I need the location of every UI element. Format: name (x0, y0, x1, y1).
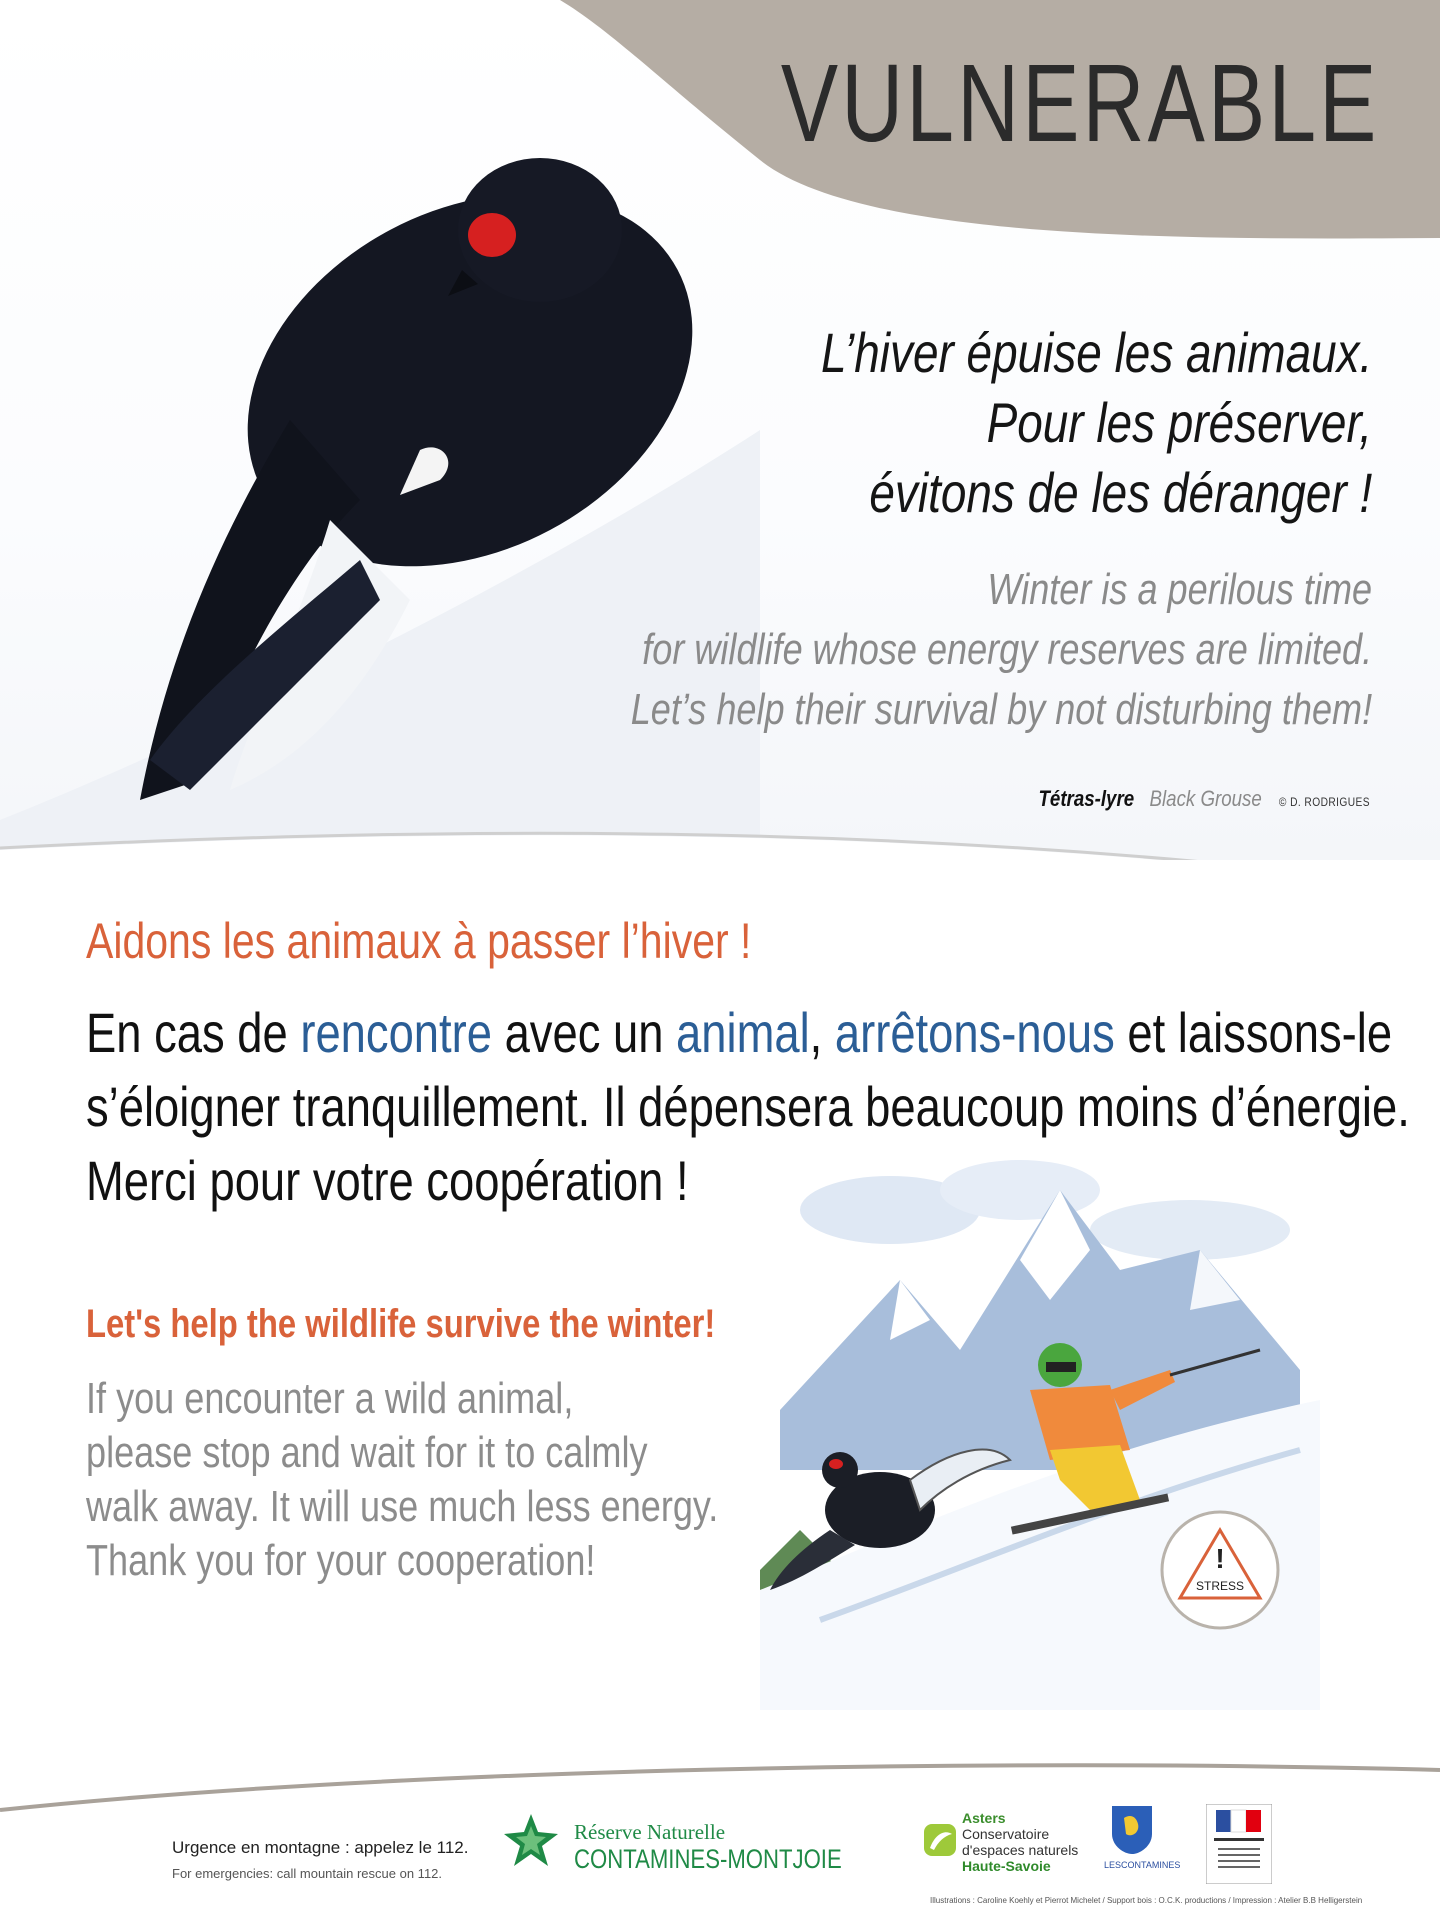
en-body-line-3: walk away. It will use much less energy. (86, 1482, 719, 1531)
reserve-naturelle-logo (502, 1812, 560, 1870)
en-body-line-2: please stop and wait for it to calmly (86, 1428, 648, 1477)
poster-title: VULNERABLE (781, 42, 1380, 165)
fr-lead-line-3: évitons de les déranger ! (869, 461, 1372, 524)
stress-label: STRESS (1195, 1579, 1245, 1593)
skier-illustration (760, 1150, 1320, 1710)
en-body-line-4: Thank you for your cooperation! (86, 1536, 596, 1585)
fr-body-text: avec un (491, 1001, 677, 1064)
en-lead-line-1: Winter is a perilous time (987, 565, 1372, 614)
asters-line-4: Haute-Savoie (962, 1858, 1051, 1874)
highlight-arretons: arrêtons-nous (834, 1001, 1115, 1064)
fr-body-text: , (809, 1001, 835, 1064)
print-credits: Illustrations : Caroline Koehly et Pierrot Michelet / Support bois : O.C.K. productions / Impression : Atelier B.B Helligerstein (930, 1896, 1363, 1905)
coat-of-arms-icon (1110, 1804, 1154, 1856)
asters-line-1: Asters (962, 1810, 1006, 1826)
ministry-logo (1206, 1804, 1272, 1884)
fr-body-text: et laissons-le (1114, 1001, 1393, 1064)
asters-line-2: Conservatoire (962, 1826, 1050, 1842)
highlight-rencontre: rencontre (300, 1001, 492, 1064)
exclamation-icon: ! (1215, 1543, 1225, 1574)
photo-caption (1038, 786, 1370, 812)
species-fr: Tétras-lyre (1038, 786, 1135, 811)
en-lead-line-3: Let’s help their survival by not disturbing them! (630, 685, 1372, 734)
heading-fr: Aidons les animaux à passer l’hiver ! (86, 913, 752, 969)
fr-body-line-1 (86, 996, 1392, 1070)
en-body-line-1: If you encounter a wild animal, (86, 1374, 574, 1423)
heading-en: Let's help the wildlife survive the winter! (86, 1302, 716, 1346)
en-lead-line-2: for wildlife whose energy reserves are limited. (642, 625, 1372, 674)
asters-line-3: d'espaces naturels (962, 1842, 1079, 1858)
fr-lead-line-2: Pour les préserver, (986, 391, 1372, 454)
asters-logo (922, 1822, 958, 1858)
fr-body-text: En cas de (86, 1001, 301, 1064)
fr-body-line-3: Merci pour votre coopération ! (86, 1149, 689, 1212)
reserve-name-line-2: CONTAMINES-MONTJOIE (574, 1844, 842, 1874)
species-en: Black Grouse (1149, 786, 1262, 811)
fr-lead-line-1: L’hiver épuise les animaux. (820, 321, 1372, 384)
reserve-name-line-1: Réserve Naturelle (574, 1820, 726, 1844)
emergency-en: For emergencies: call mountain rescue on 112. (172, 1866, 443, 1881)
emergency-fr: Urgence en montagne : appelez le 112. (172, 1838, 469, 1857)
commune-label: LESCONTAMINES (1104, 1860, 1181, 1870)
photographer-credit: © D. RODRIGUES (1278, 795, 1370, 809)
highlight-animal: animal (676, 1001, 810, 1064)
fr-body-line-2: s’éloigner tranquillement. Il dépensera beaucoup moins d’énergie. (86, 1075, 1410, 1138)
